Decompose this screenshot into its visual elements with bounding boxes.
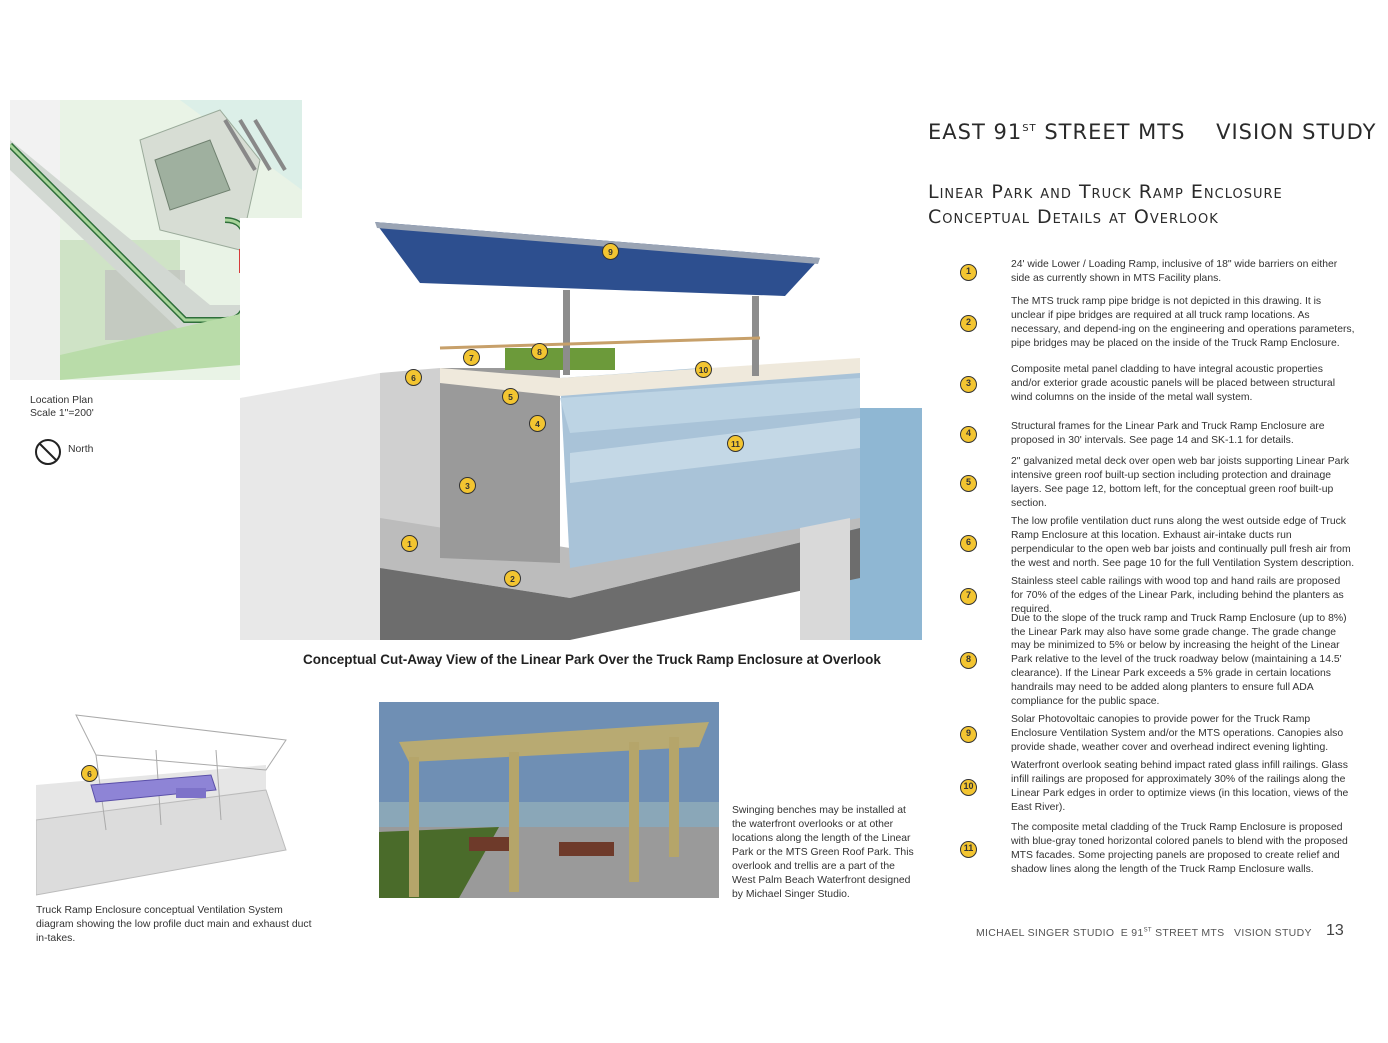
note-badge: 3 — [960, 376, 977, 393]
photo-caption: Swinging benches may be installed at the waterfront overlooks or at other locations along the length of the Linear Park or the MTS Green Roof Park. This overlook and trellis are a part of the West Palm Beach Waterfront designed by Michael Singer Studio. — [732, 805, 914, 900]
location-plan-scale: Scale 1"=200' — [30, 408, 94, 419]
title-main: EAST 91 — [928, 120, 1023, 144]
note-item — [955, 414, 1355, 454]
ventilation-diagram — [36, 710, 296, 900]
page-subtitle — [928, 180, 1283, 230]
note-badge: 4 — [960, 426, 977, 443]
footer-rest: STREET MTS VISION STUDY — [1151, 927, 1312, 939]
subtitle-line-2: Conceptual Details at Overlook — [928, 206, 1219, 228]
callout-marker-6: 6 — [405, 369, 422, 386]
callout-marker-11: 11 — [727, 435, 744, 452]
page-footer — [976, 927, 1312, 939]
callout-marker-3: 3 — [459, 477, 476, 494]
title-superscript: ST — [1022, 123, 1037, 134]
callout-marker-7: 7 — [463, 349, 480, 366]
note-badge: 2 — [960, 315, 977, 332]
note-text: Structural frames for the Linear Park and Truck Ramp Enclosure are proposed in 30' intervals. See page 14 and SK-1.1 for details. — [1011, 421, 1325, 446]
footer-superscript: ST — [1143, 927, 1152, 934]
page-number: 13 — [1326, 922, 1344, 939]
note-item — [955, 576, 1355, 615]
north-label: North — [68, 444, 94, 455]
note-text: The MTS truck ramp pipe bridge is not depicted in this drawing. It is unclear if pipe bridges are required at all truck ramp locations. As necessary, and depend-ing on the engineering and operations parameters, pipe bridges may be placed on the inside of the Truck Ramp Enclosure. — [1011, 296, 1355, 349]
callout-marker-8: 8 — [531, 343, 548, 360]
location-plan-label: Location Plan — [30, 395, 93, 406]
notes-list — [955, 256, 1355, 879]
note-item — [955, 291, 1355, 355]
note-badge: 7 — [960, 588, 977, 605]
page-title — [928, 120, 1377, 144]
note-text: The low profile ventilation duct runs along the west outside edge of Truck Ramp Enclosure at this location. Exhaust air-intake ducts run perpendicular to the open web bar joists and continually pull fresh air from the west and north. See page 10 for the full Ventilation System description. — [1011, 516, 1355, 569]
callout-marker-4: 4 — [529, 415, 546, 432]
callout-marker-5: 5 — [502, 388, 519, 405]
note-text: Composite metal panel cladding to have integral acoustic properties and/or exterior grade acoustic panels will be placed between structural wind columns on the inside of the metal wall system. — [1011, 364, 1336, 403]
callout-marker-9: 9 — [602, 243, 619, 260]
note-badge: 1 — [960, 264, 977, 281]
note-text: Solar Photovoltaic canopies to provide power for the Truck Ramp Enclosure Ventilation System and/or the MTS operations. Canopies also provide shade, weather cover and overhead indirect evening lighting. — [1011, 714, 1344, 753]
footer-studio: MICHAEL SINGER STUDIO E 91 — [976, 927, 1144, 939]
note-text: Due to the slope of the truck ramp and Truck Ramp Enclosure (up to 8%) the Linear Park may also have some grade change. The grade change may be minimized to 5% or below by increasing the height of the Linear Park relative to the level of the truck roadway below (maintaining a 14.5' clearance). If the Linear Park exceeds a 5% grade in certain locations handrails may need to be added along planters to ensure full ADA compliance for the public space. — [1011, 612, 1347, 707]
callout-marker-1: 1 — [401, 535, 418, 552]
note-badge: 10 — [960, 779, 977, 796]
note-text: 24' wide Lower / Loading Ramp, inclusive of 18" wide barriers on either side as currently shown in MTS Facility plans. — [1011, 259, 1338, 284]
north-arrow-icon — [34, 438, 62, 471]
note-item — [955, 359, 1355, 409]
note-item — [955, 710, 1355, 758]
callout-marker-2: 2 — [504, 570, 521, 587]
note-text: The composite metal cladding of the Truck Ramp Enclosure is proposed with blue-gray toned horizontal colored panels to blend with the proposed MTS facades. Some projecting panels are proposed to create relief and shadow lines along the length of the Truck Ramp Enclosure walls. — [1011, 822, 1348, 875]
main-figure-caption: Conceptual Cut-Away View of the Linear Park Over the Truck Ramp Enclosure at Overlook — [303, 652, 881, 667]
note-badge: 9 — [960, 726, 977, 743]
note-text: Stainless steel cable railings with wood top and hand rails are proposed for 70% of the edges of the Linear Park, including behind the planters as required. — [1011, 576, 1344, 615]
callout-marker-10: 10 — [695, 361, 712, 378]
title-rest: STREET MTS VISION STUDY — [1036, 120, 1377, 144]
note-badge: 11 — [960, 841, 977, 858]
note-text: Waterfront overlook seating behind impact rated glass infill railings. Glass infill railings are proposed for approximately 30% of the railings along the Linear Park edges in order to optimize views (in this location, views of the East River). — [1011, 760, 1349, 813]
cutaway-illustration — [240, 218, 922, 640]
note-badge: 8 — [960, 652, 977, 669]
note-badge: 6 — [960, 535, 977, 552]
note-badge: 5 — [960, 475, 977, 492]
note-item — [955, 612, 1355, 707]
note-item — [955, 458, 1355, 508]
note-item — [955, 256, 1355, 288]
note-item — [955, 819, 1355, 879]
ventilation-marker-6: 6 — [81, 765, 98, 782]
note-item — [955, 760, 1355, 813]
subtitle-line-1: Linear Park and Truck Ramp Enclosure — [928, 181, 1283, 203]
note-text: 2" galvanized metal deck over open web bar joists supporting Linear Park intensive green roof built-up section including protection and drainage layers. See page 12, bottom left, for the conceptual green roof built-up section. — [1011, 456, 1350, 509]
ventilation-caption: Truck Ramp Enclosure conceptual Ventilation System diagram showing the low profile duct main and exhaust duct in-takes. — [36, 905, 312, 944]
note-item — [955, 513, 1355, 573]
trellis-photo — [379, 702, 719, 898]
